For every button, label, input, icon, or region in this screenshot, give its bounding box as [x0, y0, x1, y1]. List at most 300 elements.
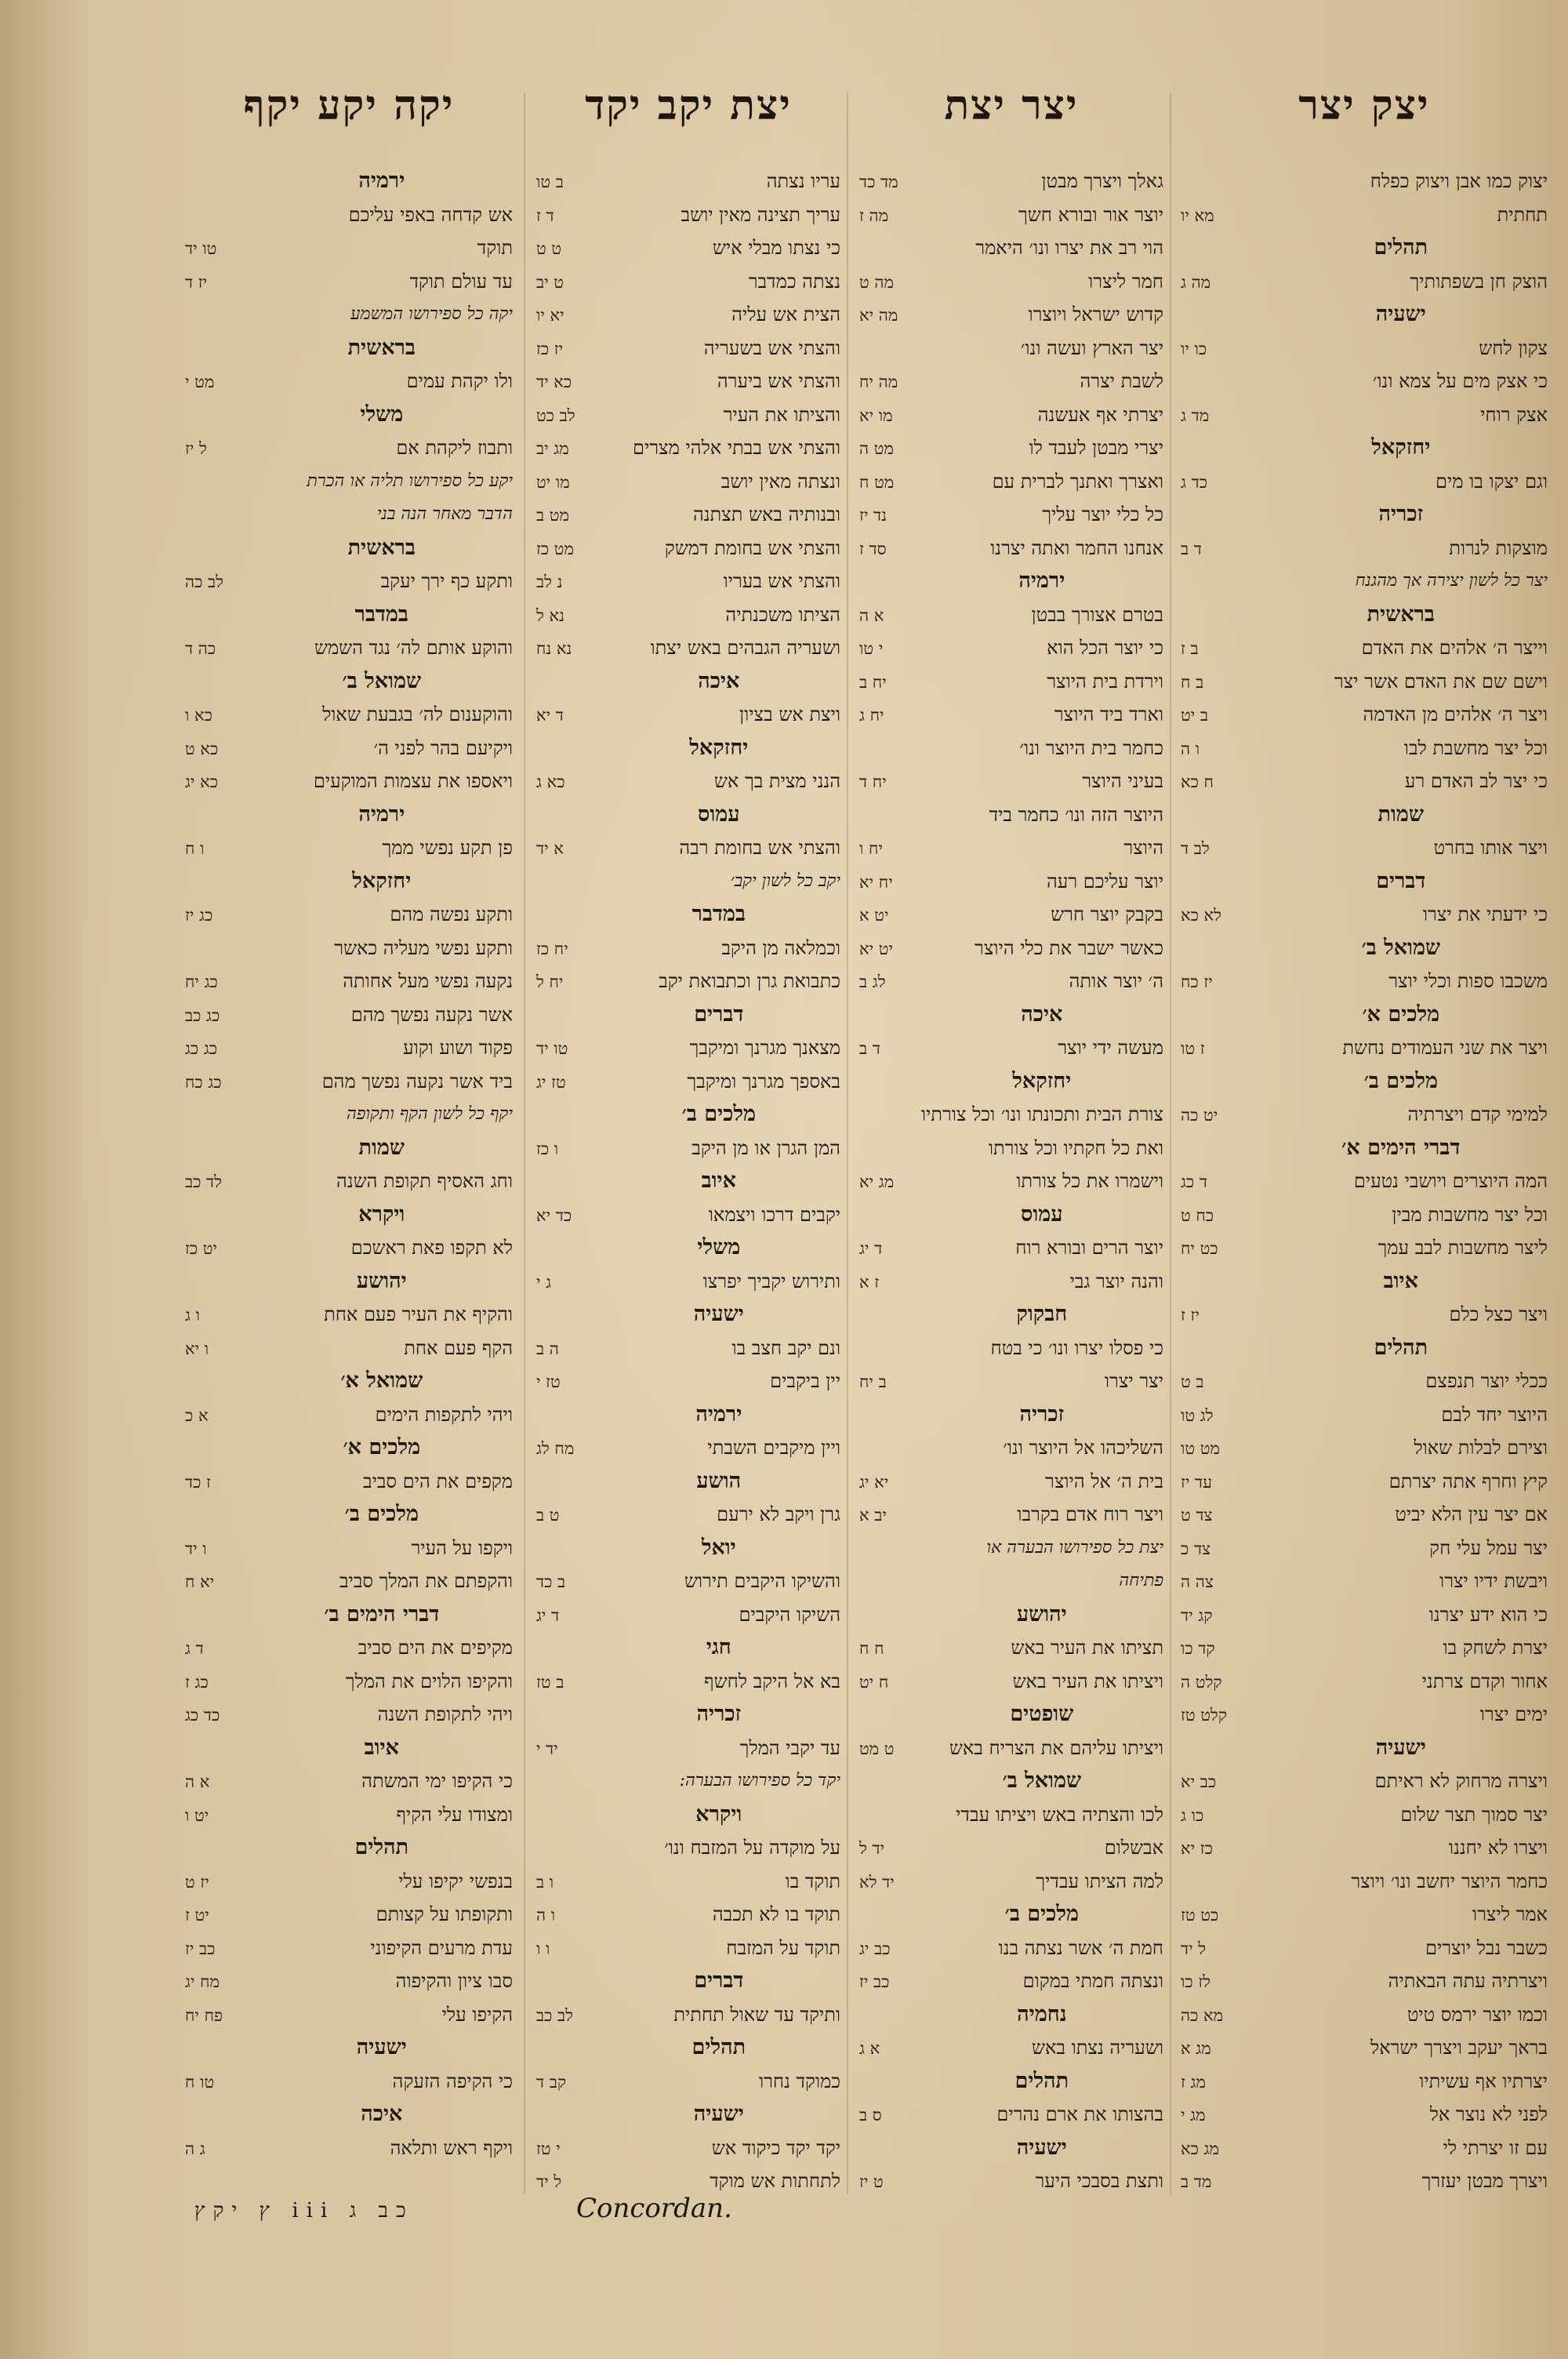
entry-text: והקיף את העיר פעם אחת	[324, 1303, 513, 1325]
verse-reference: טז י	[536, 1372, 561, 1391]
entry-text: ויצר רוח אדם בקרבו	[1017, 1503, 1163, 1525]
book-heading	[1181, 231, 1548, 265]
entry-text: זכריה	[696, 1702, 742, 1726]
entry-text: מוצקות לנרות	[1449, 536, 1548, 559]
book-heading	[1181, 798, 1548, 832]
entry-text: כי ידעתי את יצרו	[1422, 903, 1548, 925]
book-heading	[1181, 932, 1548, 965]
entry-text: בראשית	[347, 535, 416, 560]
verse-entry	[1181, 1865, 1548, 1899]
entry-text: איכה	[698, 668, 740, 693]
verse-entry	[859, 765, 1163, 798]
verse-entry	[859, 165, 1163, 198]
entry-text: חבקוק	[1016, 1302, 1068, 1326]
verse-entry	[859, 2098, 1163, 2132]
entry-text: גאלך ויצרך מבטן	[1041, 170, 1163, 192]
entry-text: השליכהו אל היוצר ונו׳	[1003, 1437, 1163, 1459]
book-heading	[536, 1165, 840, 1198]
entry-text: מלכים א׳	[1362, 1001, 1440, 1027]
verse-entry	[859, 332, 1163, 365]
entry-text: פתיחה	[1119, 1571, 1163, 1590]
verse-entry	[536, 231, 840, 265]
root-definition	[536, 1765, 840, 1798]
verse-entry	[1181, 332, 1548, 365]
entry-text: ויצרו לא יחננו	[1448, 1837, 1548, 1859]
verse-reference: ז טו	[1181, 1039, 1205, 1058]
verse-entry	[1181, 198, 1548, 232]
verse-entry	[536, 1132, 840, 1165]
entry-text: יואל	[701, 1535, 736, 1560]
verse-reference: נא ל	[536, 605, 564, 625]
entry-text: ותקע כף ירך יעקב	[380, 570, 513, 592]
book-heading	[185, 1598, 513, 1632]
verse-entry	[859, 598, 1163, 632]
verse-entry	[185, 1665, 513, 1699]
verse-entry	[859, 965, 1163, 998]
verse-reference: צה ה	[1181, 1572, 1214, 1591]
entry-text: ירמיה	[358, 169, 405, 193]
verse-reference: ה ב	[536, 1339, 559, 1358]
verse-entry	[1181, 1465, 1548, 1499]
verse-reference: ו יד	[185, 1539, 207, 1558]
verse-entry	[859, 1932, 1163, 1965]
verse-entry	[1181, 1631, 1548, 1665]
entry-text: בראשית	[1367, 602, 1435, 627]
verse-entry	[185, 1998, 513, 2032]
root-definition	[185, 498, 513, 532]
verse-reference: א כ	[185, 1405, 209, 1425]
verse-entry	[536, 831, 840, 865]
verse-reference: ב יט	[1181, 706, 1208, 725]
column-divider	[524, 93, 525, 2194]
book-heading	[185, 398, 513, 432]
entry-text: ותקע נפשה מהם	[390, 903, 513, 925]
entry-text: יצרתיו אף עשיתיו	[1419, 2070, 1548, 2092]
verse-reference: מג י	[1181, 2106, 1206, 2125]
entry-text: וכמלאה מן היקב	[721, 936, 840, 959]
entry-text: והנה יוצר גבי	[1069, 1270, 1163, 1292]
entry-text: בעיני היוצר	[1082, 770, 1163, 792]
entry-text: דברי הימים א׳	[1341, 1135, 1461, 1160]
verse-reference: ט ט	[536, 239, 562, 258]
entry-text: והוקענום לה׳ בגבעת שאול	[322, 703, 513, 725]
verse-entry	[859, 932, 1163, 965]
entry-text: ישעיה	[356, 2035, 407, 2059]
verse-reference: מח יג	[185, 1972, 220, 1991]
catchword: Concordan.	[576, 2193, 732, 2224]
verse-entry	[1181, 1298, 1548, 1332]
verse-reference: מט כז	[536, 539, 574, 558]
entry-text: שופטים	[1010, 1702, 1074, 1726]
verse-entry	[185, 2065, 513, 2099]
entry-text: איוב	[364, 1735, 399, 1760]
verse-entry	[859, 2165, 1163, 2196]
verse-reference: ו ה	[536, 1906, 556, 1925]
column-heading: יצק יצר	[1298, 82, 1430, 129]
entry-text: מלכים ב׳	[1004, 1902, 1080, 1926]
book-heading	[536, 1698, 840, 1732]
verse-reference: מט י	[185, 373, 215, 391]
verse-reference: יא יו	[536, 306, 564, 325]
verse-entry	[1181, 732, 1548, 765]
book-heading	[536, 1098, 840, 1132]
verse-entry	[536, 1365, 840, 1398]
entry-text: תהלים	[691, 2035, 746, 2059]
verse-reference: יט א	[859, 906, 889, 925]
verse-entry	[536, 1431, 840, 1465]
verse-entry	[1181, 698, 1548, 732]
entry-text: קדוש ישראל ויוצרו	[1028, 304, 1163, 325]
verse-reference: קב ד	[536, 2072, 567, 2092]
verse-entry	[1181, 1031, 1548, 1065]
book-heading	[859, 565, 1163, 598]
verse-entry	[185, 1898, 513, 1932]
entry-text: בקבק יוצר חרש	[1051, 903, 1163, 925]
verse-reference: לב כב	[536, 2005, 574, 2025]
verse-reference: טו יד	[185, 239, 217, 258]
entry-text: למימי קדם ויצרתיה	[1407, 1103, 1548, 1125]
book-heading	[185, 598, 513, 632]
verse-reference: קלט טז	[1181, 1706, 1227, 1725]
entry-text: בראשית	[347, 335, 416, 360]
entry-text: ויקרא	[695, 1801, 742, 1826]
entry-text: הוי רב את יצרו ונו׳ היאמר	[975, 237, 1163, 259]
entry-text: תוקד	[477, 237, 513, 259]
entry-text: כי פסלו יצרו ונו׳ כי בטח	[990, 1336, 1163, 1359]
verse-entry	[1181, 2132, 1548, 2165]
entry-text: ישעיה	[1375, 302, 1426, 326]
entry-text: גרן ויקב לא ירעם	[717, 1503, 840, 1525]
verse-reference: מה ג	[1181, 272, 1211, 292]
verse-reference: פח יח	[185, 2005, 223, 2025]
entry-text: ויצר כצל כלם	[1449, 1303, 1548, 1325]
entry-text: ויקפו על העיר	[411, 1536, 513, 1559]
verse-entry	[1181, 1698, 1548, 1732]
book-heading	[536, 898, 840, 932]
entry-text: דברים	[694, 1968, 744, 1993]
book-heading	[1181, 998, 1548, 1032]
entry-text: קיץ וחרף אתה יצרתם	[1388, 1470, 1548, 1492]
entry-text: יחזקאל	[1012, 1068, 1072, 1093]
entry-text: ויאספו את עצמות המוקעים	[313, 770, 513, 792]
verse-reference: כג כג	[185, 1039, 218, 1058]
entry-text: כי הוא ידע יצרנו	[1428, 1603, 1548, 1626]
entry-text: ביד אשר נקעה נפשך מהם	[321, 1070, 513, 1092]
entry-text: והצתי אש בבתי אלהי מצרים	[632, 437, 840, 459]
entry-text: יצר סמוך תצר שלום	[1400, 1803, 1548, 1826]
verse-reference: כג כח	[185, 1072, 222, 1092]
entry-text: יהושע	[356, 1268, 407, 1293]
verse-entry	[1181, 2031, 1548, 2065]
book-heading	[536, 1965, 840, 1998]
entry-text: איכה	[1021, 1001, 1063, 1027]
entry-text: אבשלום	[1104, 1837, 1163, 1859]
verse-entry	[859, 698, 1163, 732]
entry-text: ויקף ראש ותלאה	[390, 2136, 513, 2159]
verse-entry	[536, 565, 840, 598]
verse-entry	[1181, 165, 1548, 198]
verse-entry	[859, 1332, 1163, 1365]
verse-entry	[185, 1932, 513, 1965]
verse-reference: מד ג	[1181, 405, 1210, 425]
entry-text: תוקד על המזבח	[726, 1936, 840, 1959]
entry-text: הושע	[696, 1468, 742, 1493]
entry-text: במדבר	[354, 602, 408, 627]
verse-reference: ו ח	[185, 839, 205, 858]
verse-reference: ז א	[859, 1272, 880, 1292]
entry-text: השיקו היקבים	[739, 1603, 840, 1626]
entry-text: עדת מרעים הקיפוני	[370, 1936, 513, 1959]
signature-mark: כב ג iii ץ יקץ	[194, 2199, 414, 2223]
root-definition	[185, 465, 513, 499]
entry-text: יקד כל ספירושו הבערה:	[679, 1771, 840, 1790]
verse-reference: יז כז	[536, 339, 564, 358]
verse-reference: לג ב	[859, 972, 886, 991]
entry-text: יחזקאל	[689, 735, 749, 760]
verse-reference: ד כג	[1181, 1172, 1207, 1191]
verse-entry	[536, 932, 840, 965]
verse-reference: א ג	[859, 2039, 880, 2058]
verse-entry	[1181, 1165, 1548, 1198]
entry-text: מלכים ב׳	[681, 1102, 757, 1126]
entry-text: ולו יקהת עמים	[406, 370, 513, 392]
entry-text: והצתי אש בעריו	[723, 570, 840, 592]
verse-entry	[536, 1865, 840, 1899]
verse-reference: כא ט	[185, 739, 219, 758]
verse-entry	[1181, 1665, 1548, 1699]
entry-text: עמוס	[1021, 1201, 1063, 1227]
entry-text: יצר יצרו	[1104, 1370, 1163, 1392]
root-definition	[859, 1532, 1163, 1565]
verse-entry	[185, 265, 513, 299]
entry-text: ויציתו את העיר באש	[1012, 1670, 1163, 1692]
verse-reference: כג יח	[185, 972, 218, 991]
entry-text: וישמרו את כל צורתו	[1016, 1170, 1163, 1192]
verse-entry	[859, 1365, 1163, 1398]
verse-entry	[536, 698, 840, 732]
entry-text: ויבשת ידיו יצרו	[1439, 1570, 1548, 1592]
verse-reference: יז כח	[1181, 972, 1213, 991]
verse-entry	[1181, 1532, 1548, 1565]
verse-entry	[1181, 2165, 1548, 2196]
verse-reference: מה יח	[859, 373, 898, 391]
verse-entry	[1181, 1831, 1548, 1865]
verse-reference: ג י	[536, 1272, 552, 1292]
book-heading	[859, 1398, 1163, 1432]
entry-text: ונם יקב חצב בו	[731, 1336, 840, 1359]
entry-text: בית ה׳ אל היוצר	[1045, 1470, 1163, 1492]
book-heading	[536, 798, 840, 832]
verse-reference: נ לב	[536, 572, 563, 591]
verse-reference: יט יא	[859, 939, 893, 958]
book-heading	[536, 2031, 840, 2065]
verse-entry	[185, 365, 513, 398]
entry-text: יין ביקבים	[770, 1370, 840, 1392]
verse-entry	[536, 1565, 840, 1598]
verse-reference: ו כז	[536, 1139, 559, 1158]
book-heading	[536, 1532, 840, 1565]
verse-entry	[536, 631, 840, 665]
verse-reference: ח כא	[1181, 772, 1214, 791]
entry-text: הקיפו עלי	[441, 2003, 513, 2026]
entry-text: הציתו משכנתיה	[725, 603, 840, 626]
verse-reference: כו יו	[1181, 339, 1207, 358]
entry-text: ישעיה	[693, 2102, 744, 2126]
entry-text: ישעיה	[693, 1302, 744, 1326]
entry-text: והקפתם את המלך סביב	[339, 1570, 513, 1592]
verse-entry	[1181, 1398, 1548, 1432]
verse-entry	[185, 1298, 513, 1332]
book-heading	[1181, 865, 1548, 899]
entry-text: יחזקאל	[352, 868, 412, 893]
verse-reference: קלט ה	[1181, 1672, 1222, 1692]
book-heading	[185, 1265, 513, 1299]
entry-text: נחמיה	[1017, 2001, 1067, 2026]
verse-reference: לב כה	[185, 572, 223, 591]
entry-text: אחור וקדם צרתני	[1421, 1670, 1548, 1692]
entry-text: שמואל ב׳	[1002, 1768, 1082, 1793]
verse-entry	[536, 965, 840, 998]
root-definition	[185, 1098, 513, 1132]
entry-text: ימים יצרו	[1479, 1703, 1548, 1725]
verse-entry	[1181, 831, 1548, 865]
book-heading	[185, 2098, 513, 2132]
verse-entry	[1181, 765, 1548, 798]
verse-entry	[859, 898, 1163, 932]
entry-text: דברי הימים ב׳	[324, 1601, 440, 1627]
verse-entry	[1181, 532, 1548, 565]
entry-text: משכבו ספות וכלי יוצר	[1388, 970, 1548, 992]
verse-entry	[1181, 898, 1548, 932]
verse-entry	[185, 1865, 513, 1899]
entry-text: אש קדחה באפי עליכם	[348, 203, 513, 226]
verse-reference: צד ט	[1181, 1506, 1213, 1525]
verse-reference: כא ו	[185, 706, 212, 725]
verse-reference: ב טז	[536, 1672, 564, 1692]
verse-entry	[185, 1031, 513, 1065]
book-heading	[185, 532, 513, 565]
entry-text: עריו נצתה	[766, 170, 840, 192]
entry-text: עד יקבי המלך	[739, 1736, 840, 1759]
entry-text: ישעיה	[1375, 1735, 1426, 1760]
entry-text: צקון לחש	[1479, 336, 1548, 359]
entry-text: וייצר ה׳ אלהים את האדם	[1361, 637, 1548, 659]
verse-entry	[536, 1598, 840, 1632]
verse-entry	[859, 665, 1163, 699]
entry-text: שמואל ב׳	[342, 668, 422, 693]
verse-reference: מה ז	[859, 205, 889, 225]
book-heading	[859, 1598, 1163, 1632]
verse-entry	[1181, 2098, 1548, 2132]
verse-reference: לז כו	[1181, 1972, 1210, 1991]
entry-text: ותיקד עד שאול תחתית	[673, 2003, 840, 2026]
book-heading	[185, 665, 513, 699]
verse-reference: כט טז	[1181, 1906, 1219, 1925]
verse-reference: כב יג	[859, 1939, 891, 1958]
entry-text: חגי	[706, 1635, 731, 1659]
entry-text: תוקד בו	[785, 1870, 840, 1892]
verse-reference: ו ה	[1181, 739, 1200, 758]
verse-entry	[1181, 365, 1548, 398]
verse-reference: יז ט	[185, 1872, 209, 1892]
verse-entry	[536, 1998, 840, 2032]
verse-entry	[185, 1698, 513, 1732]
book-heading	[859, 2065, 1163, 2099]
book-heading	[185, 332, 513, 365]
entry-text: עם זו יצרתי לי	[1443, 2136, 1548, 2159]
entry-text: בהצותו את ארם נהרים	[996, 2103, 1163, 2125]
verse-reference: יב א	[859, 1506, 887, 1525]
verse-reference: ג ה	[185, 2139, 205, 2158]
verse-reference: לב ד	[1181, 839, 1210, 858]
entry-text: לתחתות אש מוקד	[710, 2170, 840, 2192]
entry-text: תהלים	[354, 1835, 409, 1859]
verse-reference: כא יג	[185, 772, 218, 791]
book-heading	[185, 165, 513, 198]
verse-entry	[536, 1065, 840, 1099]
page-footer	[0, 2193, 1568, 2240]
verse-reference: א ה	[859, 605, 884, 625]
verse-reference: ל יז	[185, 439, 207, 458]
entry-text: ונצתה חמתי במקום	[1022, 1970, 1163, 1992]
verse-entry	[185, 565, 513, 598]
verse-entry	[859, 198, 1163, 232]
entry-text: ושעריה נצתו באש	[1032, 2037, 1163, 2059]
verse-entry	[185, 198, 513, 232]
verse-entry	[859, 365, 1163, 398]
entry-list	[532, 165, 845, 2196]
verse-entry	[536, 1732, 840, 1765]
entry-text: ויצרך מבטן יעזרך	[1421, 2170, 1548, 2192]
entry-text: ותצת בסבכי היער	[1035, 2170, 1163, 2192]
entry-text: ליצר מחשבות לבב עמך	[1377, 1237, 1548, 1259]
verse-reference: כג יז	[185, 906, 213, 925]
verse-entry	[859, 431, 1163, 465]
book-heading	[536, 998, 840, 1032]
book-heading	[536, 1631, 840, 1665]
book-heading	[536, 2098, 840, 2132]
entry-text: אם יצר עין הלא יביט	[1395, 1503, 1548, 1525]
entry-text: יקע כל ספירושו תליה או הכרת	[307, 471, 513, 491]
entry-text: במדבר	[691, 902, 746, 926]
entry-text: משלי	[697, 1235, 741, 1259]
entry-text: ומצודו עלי הקיף	[396, 1803, 513, 1826]
verse-reference: יד ל	[859, 1839, 885, 1858]
verse-entry	[1181, 1231, 1548, 1265]
entry-text: יקבים דרכו ויצמאו	[708, 1203, 840, 1226]
entry-text: כי יצר לב האדם רע	[1404, 770, 1548, 792]
root-definition	[859, 1565, 1163, 1598]
verse-entry	[536, 532, 840, 565]
book-heading	[185, 1198, 513, 1232]
verse-reference: ד יא	[536, 706, 564, 725]
entry-text: והצתי אש בחומת רבה	[679, 837, 840, 859]
entry-text: חמת ה׳ אשר נצתה בנו	[998, 1936, 1163, 1959]
verse-entry	[1181, 1765, 1548, 1798]
verse-reference: כג כב	[185, 1005, 220, 1025]
entry-text: הקף פעם אחת	[404, 1336, 513, 1359]
entry-text: וכל יצר מחשבת לבו	[1403, 736, 1548, 759]
entry-text: ותבוז ליקהת אם	[396, 437, 513, 459]
entry-text: יצר הארץ ועשה ונו׳	[1020, 336, 1163, 359]
entry-text: ה׳ יוצר אותה	[1069, 970, 1163, 992]
entry-list	[855, 165, 1168, 2196]
verse-entry	[859, 398, 1163, 432]
entry-text: והצתי אש בחומת דמשק	[664, 536, 840, 559]
verse-entry	[536, 2132, 840, 2165]
entry-text: מלכים ב׳	[1363, 1068, 1439, 1093]
entry-text: דברים	[694, 1001, 744, 1027]
